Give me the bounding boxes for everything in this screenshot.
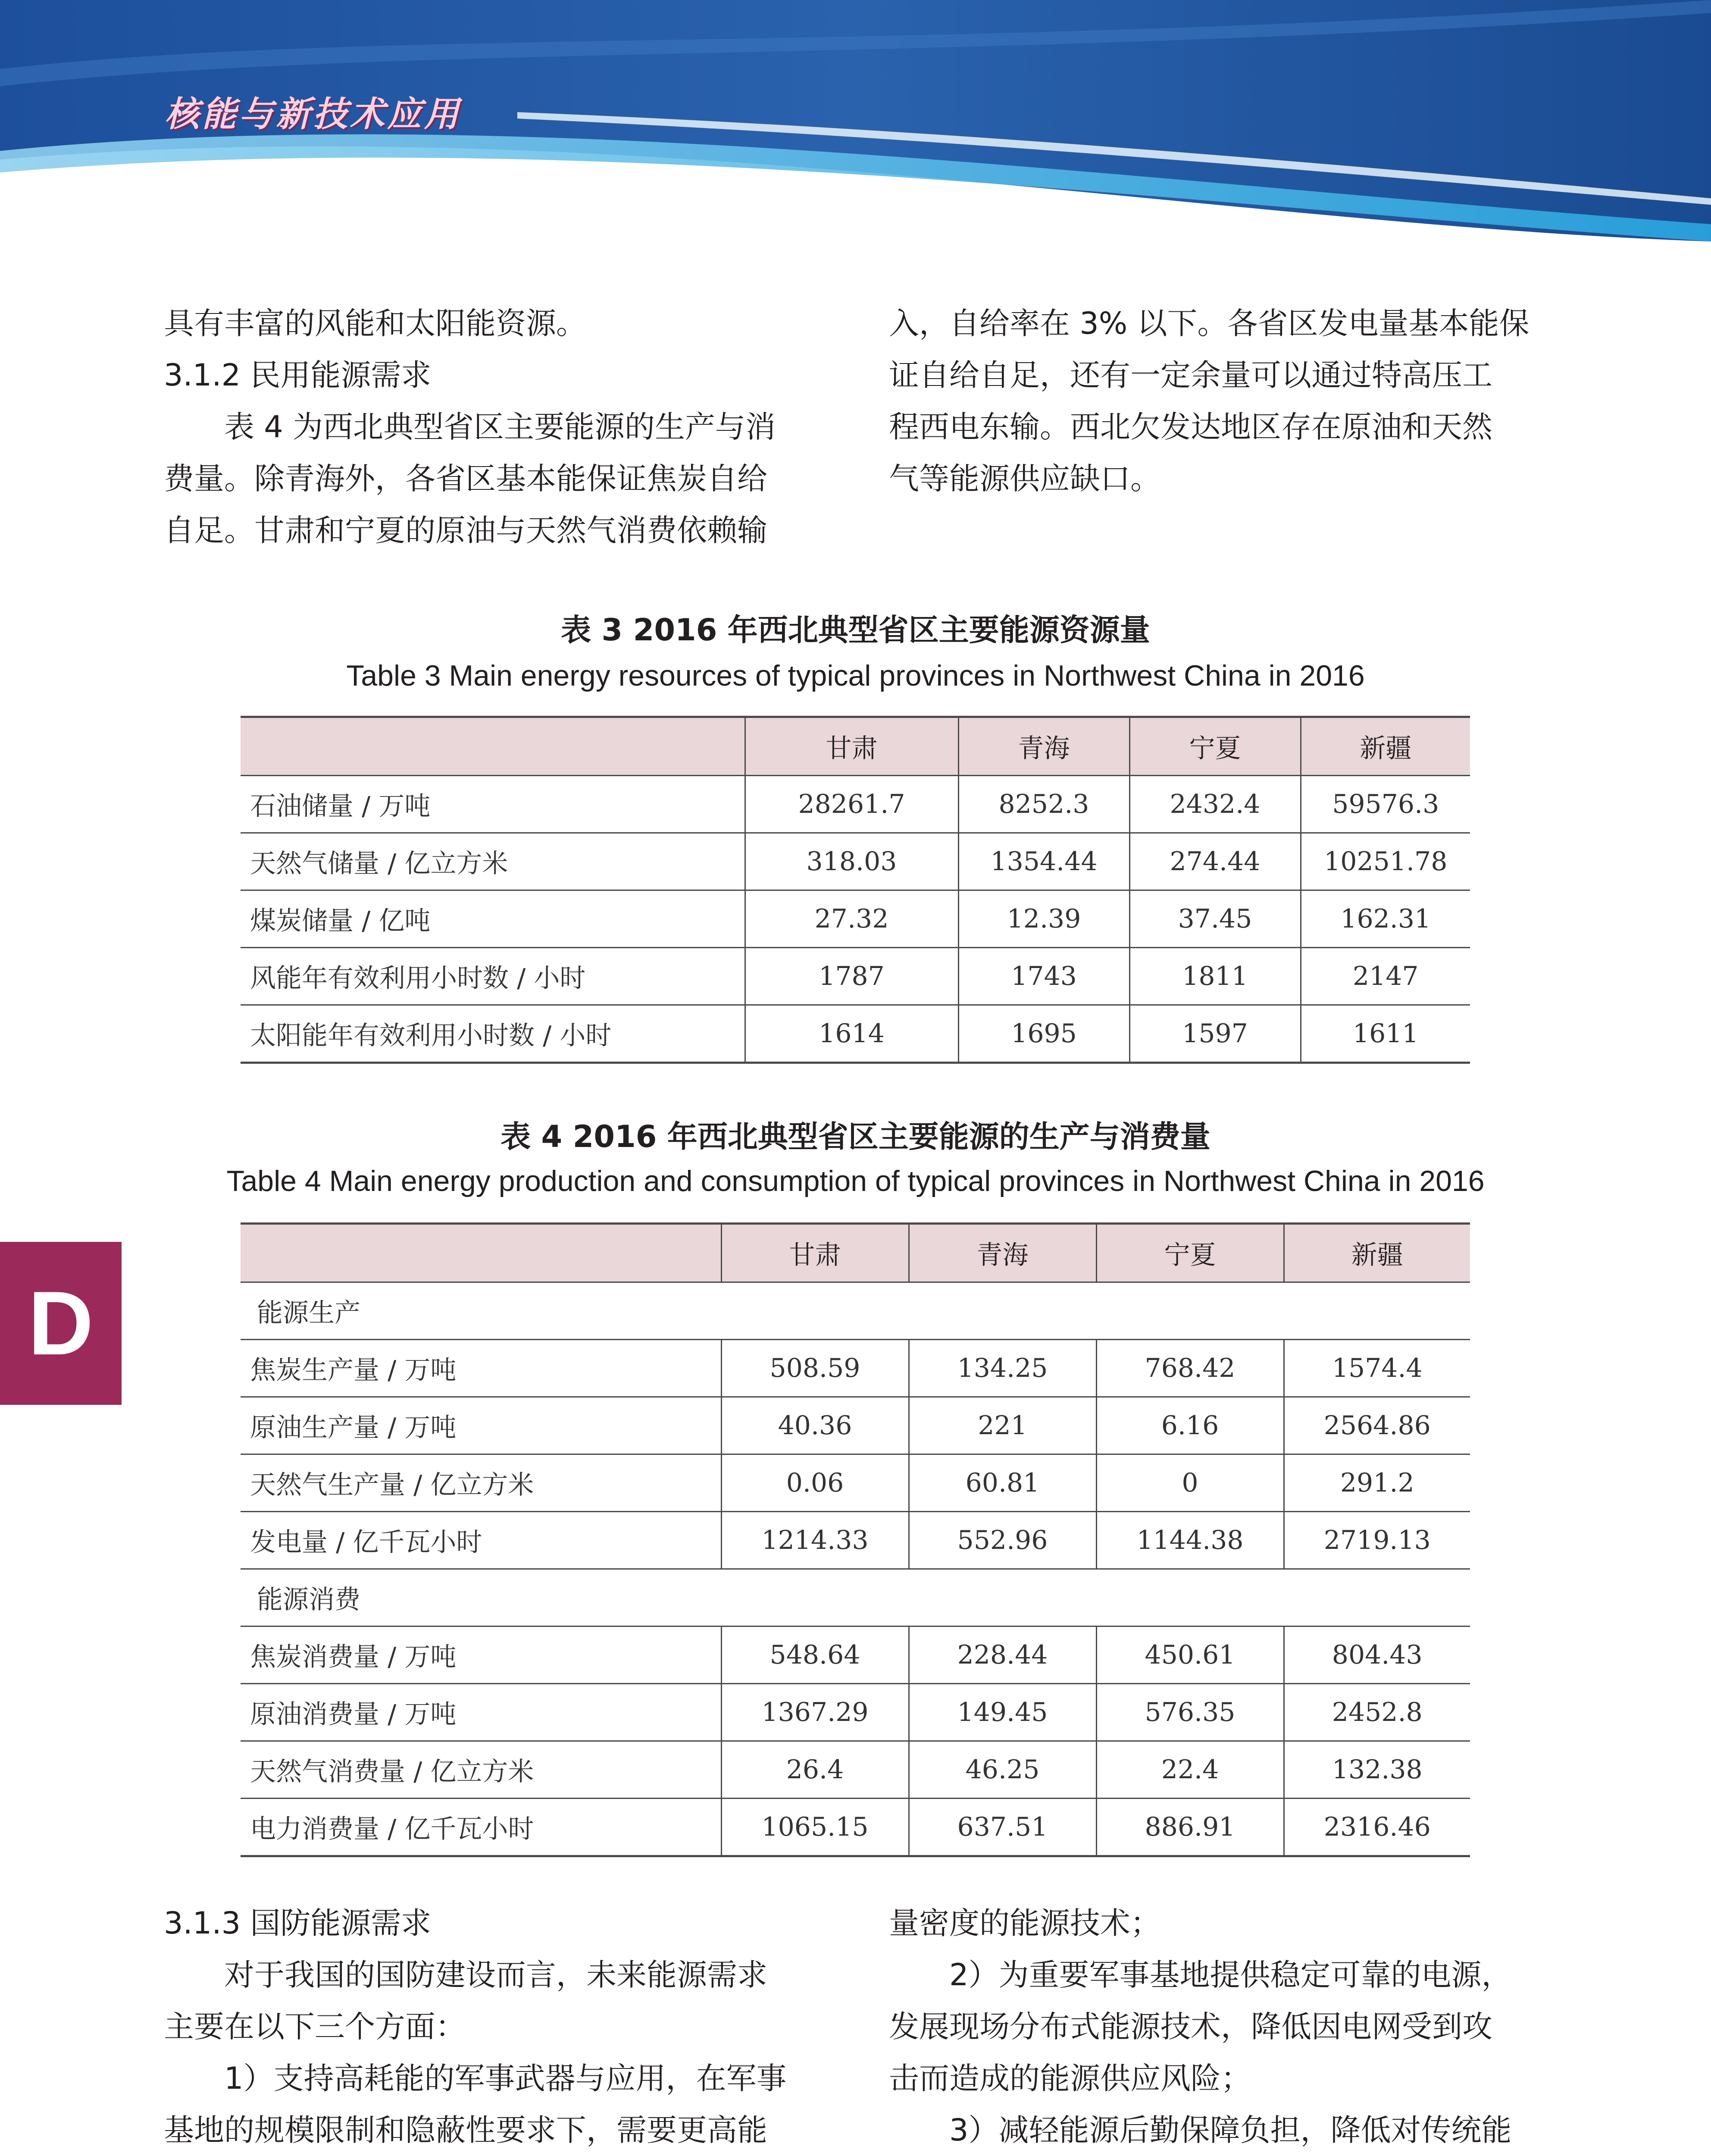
table3 <box>241 716 1470 1064</box>
table-cell: 576.35 <box>1096 1684 1284 1741</box>
table3-caption-en: Table 3 Main energy resources of typical provinces in Northwest China in 2016 <box>346 659 1365 692</box>
table-cell: 59576.3 <box>1301 776 1470 833</box>
table-cell: 6.16 <box>1096 1397 1284 1454</box>
table-cell: 221 <box>909 1397 1096 1454</box>
table-row <box>241 1512 1470 1569</box>
table-cell: 26.4 <box>721 1741 909 1799</box>
header-cell <box>241 717 745 776</box>
table-cell: 46.25 <box>909 1741 1096 1799</box>
table-cell: 1811 <box>1129 948 1301 1005</box>
table-cell: 37.45 <box>1129 890 1301 948</box>
table-cell: 1743 <box>958 948 1129 1005</box>
paragraph-line: 发展现场分布式能源技术，降低因电网受到攻 <box>889 2009 1492 2044</box>
row-label: 石油储量 / 万吨 <box>241 776 745 833</box>
table-row <box>241 1741 1470 1799</box>
table-cell: 508.59 <box>721 1340 909 1397</box>
table-cell: 40.36 <box>721 1397 909 1454</box>
table-cell: 768.42 <box>1096 1340 1284 1397</box>
header-cell: 宁夏 <box>1129 717 1301 776</box>
table-cell: 450.61 <box>1096 1626 1284 1684</box>
section-label-consumption: 能源消费 <box>241 1569 1470 1626</box>
table-cell: 886.91 <box>1096 1799 1284 1856</box>
paragraph-line: 具有丰富的风能和太阳能资源。 <box>164 306 586 341</box>
table-cell: 0.06 <box>721 1454 909 1512</box>
table-row <box>241 1684 1470 1741</box>
header-cell: 青海 <box>958 717 1129 776</box>
table-cell: 22.4 <box>1096 1741 1284 1799</box>
table-cell: 228.44 <box>909 1626 1096 1684</box>
paragraph-line: 表 4 为西北典型省区主要能源的生产与消 <box>224 409 776 445</box>
table-row <box>241 776 1470 833</box>
table-cell: 1695 <box>958 1005 1129 1063</box>
paragraph-line: 量密度的能源技术； <box>889 1905 1160 1941</box>
paragraph-line: 3）减轻能源后勤保障负担，降低对传统能 <box>949 2112 1512 2148</box>
table-row <box>241 948 1470 1005</box>
table-row <box>241 890 1470 948</box>
body-text-top-right <box>889 298 1548 505</box>
row-label: 电力消费量 / 亿千瓦小时 <box>241 1799 721 1856</box>
row-label: 焦炭消费量 / 万吨 <box>241 1626 721 1684</box>
paragraph-line: 程西电东输。西北欠发达地区存在原油和天然 <box>889 409 1492 445</box>
header-cell: 新疆 <box>1301 717 1470 776</box>
table-cell: 552.96 <box>909 1512 1096 1569</box>
table-cell: 28261.7 <box>745 776 958 833</box>
paragraph-line: 气等能源供应缺口。 <box>889 461 1160 496</box>
table-cell: 2316.46 <box>1284 1799 1470 1856</box>
table-cell: 318.03 <box>745 833 958 890</box>
paragraph-line: 入，自给率在 3% 以下。各省区发电量基本能保 <box>889 306 1530 341</box>
table-cell: 0 <box>1096 1454 1284 1512</box>
row-label: 天然气储量 / 亿立方米 <box>241 833 745 890</box>
table-cell: 1614 <box>745 1005 958 1063</box>
header-cell: 甘肃 <box>721 1224 909 1282</box>
table-header-row <box>241 717 1470 776</box>
journal-logo: 核能与新技术应用 <box>165 94 461 134</box>
table-cell: 1354.44 <box>958 833 1129 890</box>
table4-caption-en: Table 4 Main energy production and consumption of typical provinces in Northwest China in 2016 <box>226 1165 1485 1197</box>
row-label: 原油消费量 / 万吨 <box>241 1684 721 1741</box>
table4 <box>241 1222 1470 1857</box>
table-cell: 1611 <box>1301 1005 1470 1063</box>
table-cell: 2452.8 <box>1284 1684 1470 1741</box>
table-cell: 10251.78 <box>1301 833 1470 890</box>
row-label: 太阳能年有效利用小时数 / 小时 <box>241 1005 745 1063</box>
table-row <box>241 1454 1470 1512</box>
table-cell: 291.2 <box>1284 1454 1470 1512</box>
row-label: 天然气消费量 / 亿立方米 <box>241 1741 721 1799</box>
table-cell: 8252.3 <box>958 776 1129 833</box>
table-row <box>241 1397 1470 1454</box>
table-header-row <box>241 1224 1470 1282</box>
table-cell: 1065.15 <box>721 1799 909 1856</box>
row-label: 煤炭储量 / 亿吨 <box>241 890 745 948</box>
paragraph-line: 主要在以下三个方面： <box>164 2009 466 2044</box>
table4-caption-zh: 表 4 2016 年西北典型省区主要能源的生产与消费量 <box>500 1119 1211 1154</box>
row-label: 原油生产量 / 万吨 <box>241 1397 721 1454</box>
table-cell: 1214.33 <box>721 1512 909 1569</box>
table-cell: 2564.86 <box>1284 1397 1470 1454</box>
paragraph-line: 1）支持高耗能的军事武器与应用，在军事 <box>224 2061 787 2096</box>
table-row <box>241 1626 1470 1684</box>
table-cell: 548.64 <box>721 1626 909 1684</box>
table-section-row <box>241 1282 1470 1340</box>
table-cell: 804.43 <box>1284 1626 1470 1684</box>
paragraph-line: 基地的规模限制和隐蔽性要求下，需要更高能 <box>164 2112 767 2148</box>
header-cell: 新疆 <box>1284 1224 1470 1282</box>
section-heading: 3.1.2 民用能源需求 <box>164 357 432 393</box>
body-text-bottom-right <box>889 1897 1548 2156</box>
table-cell: 162.31 <box>1301 890 1470 948</box>
table-row <box>241 1340 1470 1397</box>
table-cell: 1787 <box>745 948 958 1005</box>
table-cell: 27.32 <box>745 890 958 948</box>
table-cell: 637.51 <box>909 1799 1096 1856</box>
header-cell: 宁夏 <box>1096 1224 1284 1282</box>
table-cell: 149.45 <box>909 1684 1096 1741</box>
paragraph-line: 击而造成的能源供应风险； <box>889 2061 1251 2096</box>
table3-caption-zh: 表 3 2016 年西北典型省区主要能源资源量 <box>561 612 1150 648</box>
table-cell: 60.81 <box>909 1454 1096 1512</box>
table-cell: 2147 <box>1301 948 1470 1005</box>
table-cell: 1574.4 <box>1284 1340 1470 1397</box>
paragraph-line: 费量。除青海外，各省区基本能保证焦炭自给 <box>164 461 767 496</box>
table-cell: 2432.4 <box>1129 776 1301 833</box>
table-cell: 134.25 <box>909 1340 1096 1397</box>
table-section-row <box>241 1569 1470 1626</box>
header-cell: 甘肃 <box>745 717 958 776</box>
row-label: 天然气生产量 / 亿立方米 <box>241 1454 721 1512</box>
table-cell: 1597 <box>1129 1005 1301 1063</box>
row-label: 风能年有效利用小时数 / 小时 <box>241 948 745 1005</box>
table-cell: 1144.38 <box>1096 1512 1284 1569</box>
table-cell: 2719.13 <box>1284 1512 1470 1569</box>
paragraph-line: 证自给自足，还有一定余量可以通过特高压工 <box>889 357 1492 393</box>
header-cell: 青海 <box>909 1224 1096 1282</box>
table-cell: 132.38 <box>1284 1741 1470 1799</box>
body-text-top-left <box>164 298 819 556</box>
table-cell: 274.44 <box>1129 833 1301 890</box>
side-section-tab: D <box>0 1242 122 1405</box>
paragraph-line: 2）为重要军事基地提供稳定可靠的电源， <box>949 1957 1512 1993</box>
body-text-bottom-left <box>164 1897 819 2156</box>
table-row <box>241 1799 1470 1856</box>
section-heading: 3.1.3 国防能源需求 <box>164 1905 432 1941</box>
paragraph-line: 对于我国的国防建设而言，未来能源需求 <box>224 1957 767 1993</box>
section-label-production: 能源生产 <box>241 1282 1470 1340</box>
table-row <box>241 833 1470 890</box>
paragraph-line: 自足。甘肃和宁夏的原油与天然气消费依赖输 <box>164 513 767 548</box>
header-cell <box>241 1224 721 1282</box>
row-label: 焦炭生产量 / 万吨 <box>241 1340 721 1397</box>
table-cell: 1367.29 <box>721 1684 909 1741</box>
table-cell: 12.39 <box>958 890 1129 948</box>
table-row <box>241 1005 1470 1063</box>
row-label: 发电量 / 亿千瓦小时 <box>241 1512 721 1569</box>
